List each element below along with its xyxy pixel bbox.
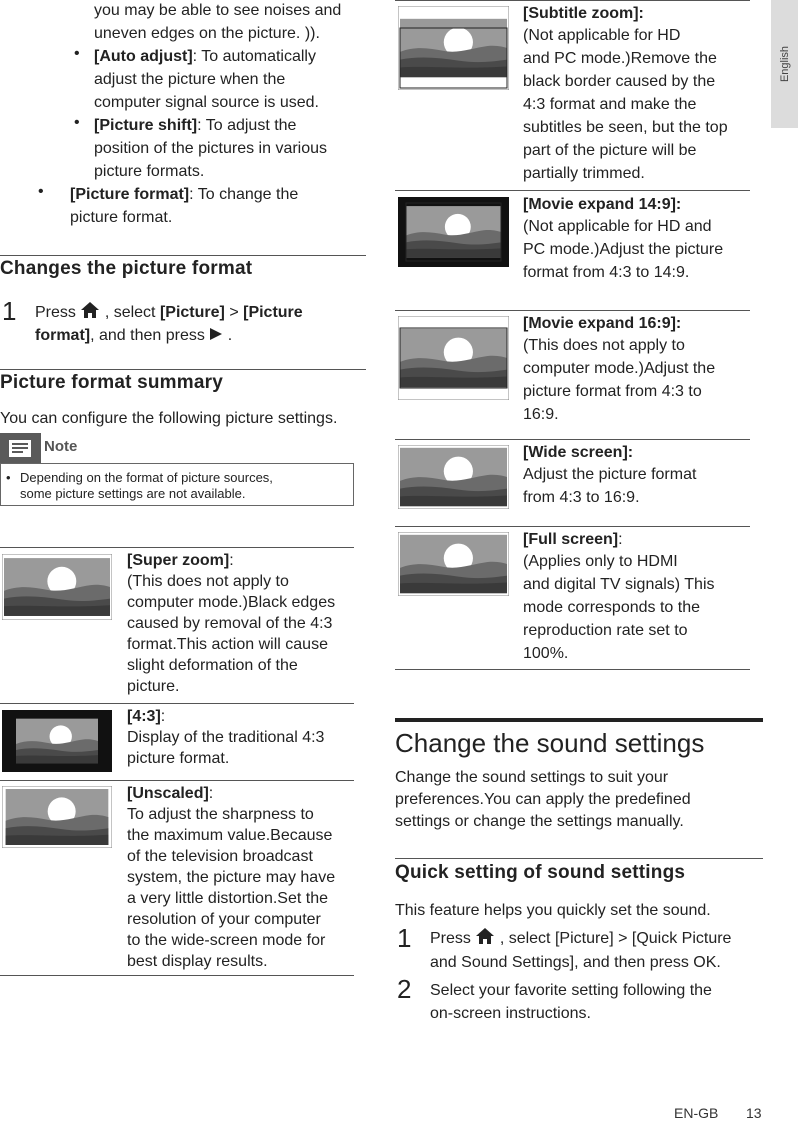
table-divider	[395, 439, 750, 440]
format-label-full-screen: [Full screen]:	[523, 531, 623, 548]
sound-step2-line1: Select your favorite setting following the	[430, 982, 712, 999]
divider	[0, 255, 366, 256]
full-screen-thumbnail	[398, 532, 509, 596]
format-label-movie-expand-14-9: [Movie expand 14:9]:	[523, 196, 682, 213]
bullet-picture-format: [Picture format]: To change the	[70, 186, 299, 203]
bullet-auto-adjust-line: computer signal source is used.	[94, 94, 319, 111]
sound-step2-line2: on-screen instructions.	[430, 1005, 591, 1022]
note-text-line2: some picture settings are not available.	[20, 486, 246, 501]
sound-step1-line2: and Sound Settings], and then press OK.	[430, 954, 721, 971]
format-desc-subtitle-zoom: (Not applicable for HD and PC mode.)Remove the black border caused by the 4:3 format and make the subtitles be seen, but the top part of the picture will be partially trimmed.	[523, 27, 728, 182]
step-number: 1	[2, 296, 17, 326]
note-icon	[0, 433, 41, 464]
bullet-picture-shift: [Picture shift]: To adjust the	[94, 117, 297, 134]
step-number: 2	[397, 974, 412, 1004]
format-desc-4-3: Display of the traditional 4:3 picture format.	[127, 729, 325, 767]
divider	[0, 369, 366, 370]
format-desc-full-screen: (Applies only to HDMI and digital TV signals) This mode corresponds to the reproduction rate set to 100%.	[523, 553, 715, 662]
table-divider	[0, 703, 354, 704]
section-thick-rule	[395, 718, 763, 722]
note-bullet: •	[6, 470, 11, 485]
note-text-line1: Depending on the format of picture sources,	[20, 470, 273, 485]
table-divider	[0, 780, 354, 781]
intro-tail-2: uneven edges on the picture. )).	[94, 25, 320, 42]
section-heading-summary: Picture format summary	[0, 372, 223, 393]
movie-expand-14-9-thumbnail	[398, 197, 509, 267]
divider	[395, 858, 763, 859]
section-heading-change-format: Changes the picture format	[0, 258, 253, 279]
format-label-4-3: [4:3]:	[127, 708, 166, 725]
super-zoom-thumbnail	[2, 554, 112, 620]
right-arrow-icon	[209, 327, 223, 341]
table-divider	[395, 669, 750, 670]
movie-expand-16-9-thumbnail	[398, 316, 509, 400]
note-label: Note	[44, 438, 78, 455]
home-icon	[475, 927, 495, 945]
unscaled-thumbnail	[2, 786, 112, 848]
format-label-unscaled: [Unscaled]:	[127, 785, 214, 802]
bullet-picture-shift-line: picture formats.	[94, 163, 205, 180]
bullet-dot: •	[74, 114, 80, 131]
section-heading-quick-sound: Quick setting of sound settings	[395, 862, 686, 883]
bullet-auto-adjust: [Auto adjust]: To automatically	[94, 48, 316, 65]
table-divider	[0, 975, 354, 976]
step-number: 1	[397, 923, 412, 953]
step-change-format-line1: Press , select [Picture] > [Picture	[35, 301, 303, 324]
bullet-dot: •	[74, 45, 80, 62]
sound-step1-line1: Press , select [Picture] > [Quick Picture	[430, 927, 731, 950]
bullet-picture-format-line: picture format.	[70, 209, 173, 226]
format-desc-super-zoom: (This does not apply to computer mode.)Black edges caused by removal of the 4:3 format.This action will cause slight deformation of the picture.	[127, 573, 336, 695]
format-label-movie-expand-16-9: [Movie expand 16:9]:	[523, 315, 682, 332]
subtitle-zoom-thumbnail	[398, 6, 509, 90]
intro-tail-1: you may be able to see noises and	[94, 2, 342, 19]
footer-page-number: 13	[746, 1105, 762, 1121]
step-change-format-line2: format], and then press .	[35, 327, 233, 344]
four-three-thumbnail	[2, 710, 112, 772]
format-label-super-zoom: [Super zoom]:	[127, 552, 234, 569]
format-desc-wide-screen: Adjust the picture format from 4:3 to 16:9.	[523, 466, 697, 506]
table-divider	[395, 0, 750, 1]
table-divider	[395, 310, 750, 311]
format-label-wide-screen: [Wide screen]:	[523, 444, 634, 461]
language-tab-label: English	[778, 45, 791, 83]
format-desc-movie-expand-14-9: (Not applicable for HD and PC mode.)Adjust the picture format from 4:3 to 14:9.	[523, 218, 724, 281]
summary-intro: You can configure the following picture settings.	[0, 410, 338, 427]
table-divider	[395, 526, 750, 527]
bullet-picture-shift-line: position of the pictures in various	[94, 140, 328, 157]
sound-intro: Change the sound settings to suit your preferences.You can apply the predefined settings or change the settings manually.	[395, 769, 691, 830]
bullet-auto-adjust-line: adjust the picture when the	[94, 71, 286, 88]
format-desc-unscaled: To adjust the sharpness to the maximum value.Because of the television broadcast system, the picture may have a very little distortion.Set the resolution of your computer to the wide-screen mode for best display results.	[127, 806, 336, 970]
table-divider	[395, 190, 750, 191]
quick-sound-intro: This feature helps you quickly set the sound.	[395, 902, 711, 919]
home-icon	[80, 301, 100, 319]
format-desc-movie-expand-16-9: (This does not apply to computer mode.)Adjust the picture format from 4:3 to 16:9.	[523, 337, 716, 423]
wide-screen-thumbnail	[398, 445, 509, 509]
footer-lang-code: EN-GB	[674, 1105, 719, 1121]
language-tab	[771, 0, 798, 128]
bullet-dot: •	[38, 183, 44, 200]
table-divider	[0, 547, 354, 548]
format-label-subtitle-zoom: [Subtitle zoom]:	[523, 5, 644, 22]
section-title-sound: Change the sound settings	[395, 728, 705, 758]
